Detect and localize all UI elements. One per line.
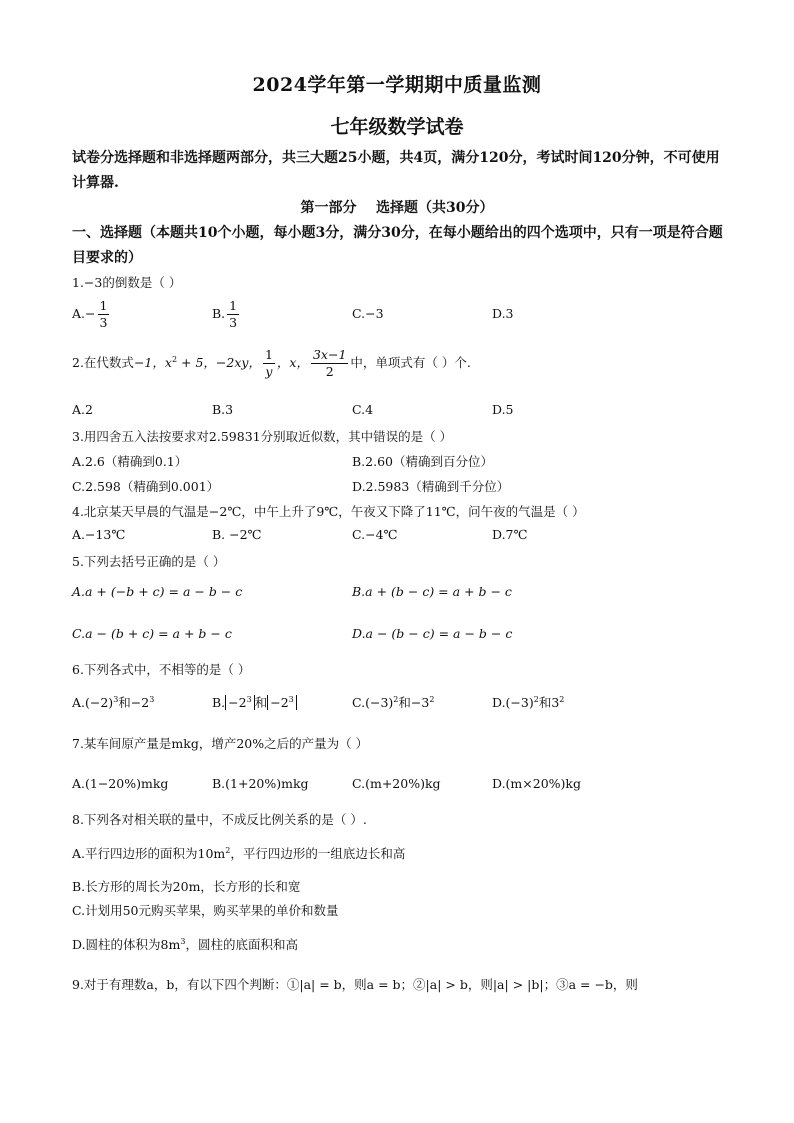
part-title: 第一部分 选择题（共30分） <box>300 200 494 216</box>
question-5-option-d: D.a − (b − c) = a − b − c <box>352 626 513 641</box>
exponent: 3 <box>149 694 155 704</box>
question-4-option-b: B. −2℃ <box>212 527 262 542</box>
question-1-option-d: D.3 <box>492 306 514 321</box>
term-4-fraction <box>263 347 275 380</box>
exam-subtitle: 七年级数学试卷 <box>330 116 464 138</box>
part-2: 和−3 <box>398 695 430 710</box>
exponent: 2 <box>559 694 565 704</box>
question-6-option-d <box>492 693 564 711</box>
exponent: 3 <box>288 694 294 704</box>
question-3-option-d: D.2.5983（精确到千分位） <box>352 479 510 494</box>
fraction <box>227 298 239 331</box>
question-2-option-a: A.2 <box>72 402 93 417</box>
value: −2 <box>228 695 247 710</box>
denominator: 2 <box>325 364 334 379</box>
question-5-stem: 5.下列去括号正确的是（ ） <box>72 554 226 569</box>
exam-instructions: 试卷分选择题和非选择题两部分，共三大题25小题，共4页，满分120分，考试时间120分钟，不可使用计算器. <box>72 150 720 191</box>
question-4-option-d: D.7℃ <box>492 527 528 542</box>
question-8-stem: 8.下列各对相关联的量中，不成反比例关系的是（ ）. <box>72 812 367 827</box>
question-8-option-c: C.计划用50元购买苹果，购买苹果的单价和数量 <box>72 903 339 918</box>
part-1: A.平行四边形的面积为10m <box>72 846 226 861</box>
term-6-fraction <box>311 347 348 380</box>
section-title: 一、选择题（本题共10个小题，每小题3分，满分30分，在每小题给出的四个选项中，只有一项是符合题目要求的） <box>72 225 723 266</box>
denominator: 3 <box>229 315 238 330</box>
question-3-option-c: C.2.598（精确到0.001） <box>72 479 220 494</box>
part-1: C.(−3) <box>352 695 394 710</box>
part-1: A.(−2) <box>72 695 114 710</box>
term-2-base: x <box>164 355 172 370</box>
question-1-option-b <box>212 298 241 331</box>
question-2-stem <box>72 347 471 380</box>
question-3-stem: 3.用四舍五入法按要求对2.59831分别取近似数，其中错误的是（ ） <box>72 429 453 444</box>
connector: 和 <box>254 695 268 710</box>
question-6-option-b <box>212 693 297 711</box>
option-label: B. <box>212 695 226 710</box>
question-1-option-c: C.−3 <box>352 306 384 321</box>
question-5-option-a: A.a + (−b + c) = a − b − c <box>72 584 243 599</box>
part-2: ，平行四边形的一组底边长和高 <box>230 846 406 861</box>
fraction <box>98 298 110 331</box>
question-1-stem: 1.−3的倒数是（ ） <box>72 275 182 290</box>
question-7-option-a: A.(1−20%)mkg <box>72 776 169 791</box>
question-4-option-a: A.−13℃ <box>72 527 126 542</box>
part-2: ，圆柱的底面积和高 <box>185 937 298 952</box>
value: −2 <box>270 695 289 710</box>
question-7-option-b: B.(1+20%)mkg <box>212 776 309 791</box>
exam-title: 2024学年第一学期期中质量监测 <box>252 74 542 96</box>
numerator: 1 <box>99 298 108 313</box>
option-label: B. <box>212 306 226 321</box>
question-7-option-c: C.(m+20%)kg <box>352 776 441 791</box>
question-1-option-a <box>72 298 111 331</box>
absolute-value <box>225 695 255 710</box>
term-1: −1， <box>133 355 165 370</box>
part-1: D.(−3) <box>492 695 534 710</box>
question-2-option-b: B.3 <box>212 402 234 417</box>
exponent: 3 <box>113 694 119 704</box>
question-4-option-c: C.−4℃ <box>352 527 398 542</box>
term-2-exponent: 2 <box>171 354 178 364</box>
exponent: 2 <box>533 694 539 704</box>
part-2: 和−2 <box>118 695 150 710</box>
option-label: A. <box>72 306 86 321</box>
q2-suffix: 中，单项式有（ ）个. <box>350 355 471 370</box>
question-7-stem: 7.某车间原产量是mkg，增产20%之后的产量为（ ） <box>72 736 369 751</box>
absolute-value <box>267 695 297 710</box>
question-9-stem: 9.对于有理数a，b，有以下四个判断：①|a| = b，则a = b；②|a| > b，则|a| > |b|；③a = −b，则 <box>72 977 638 992</box>
question-4-stem: 4.北京某天早晨的气温是−2℃，中午上升了9℃，午夜又下降了11℃，问午夜的气温是（ ） <box>72 504 585 519</box>
part-2: 和3 <box>538 695 560 710</box>
question-6-stem: 6.下列各式中，不相等的是（ ） <box>72 662 251 677</box>
numerator: 1 <box>229 298 238 313</box>
question-7-option-d: D.(m×20%)kg <box>492 776 581 791</box>
exponent: 2 <box>429 694 435 704</box>
question-6-option-a <box>72 693 154 711</box>
question-5-option-b: B.a + (b − c) = a + b − c <box>352 584 512 599</box>
term-2-rest: + 5， <box>177 355 216 370</box>
exponent: 2 <box>225 845 231 855</box>
exponent: 3 <box>180 936 186 946</box>
question-3-option-b: B.2.60（精确到百分位） <box>352 454 493 469</box>
question-8-option-a <box>72 844 405 862</box>
term-5: ，x， <box>276 355 309 370</box>
exponent: 2 <box>393 694 399 704</box>
question-8-option-d <box>72 935 298 953</box>
question-6-option-c <box>352 693 434 711</box>
term-3: −2xy， <box>215 355 261 370</box>
question-5-option-c: C.a − (b + c) = a + b − c <box>72 626 232 641</box>
denominator: 3 <box>99 315 108 330</box>
question-2-option-c: C.4 <box>352 402 374 417</box>
question-8-option-b: B.长方形的周长为20m，长方形的长和宽 <box>72 879 301 894</box>
exponent: 3 <box>246 694 252 704</box>
q2-prefix: 2.在代数式 <box>72 355 134 370</box>
numerator: 3x−1 <box>312 347 347 362</box>
denominator: y <box>265 364 273 379</box>
minus-sign: − <box>85 306 96 321</box>
part-1: D.圆柱的体积为8m <box>72 937 181 952</box>
question-3-option-a: A.2.6（精确到0.1） <box>72 454 188 469</box>
numerator: 1 <box>264 347 273 362</box>
question-2-option-d: D.5 <box>492 402 514 417</box>
